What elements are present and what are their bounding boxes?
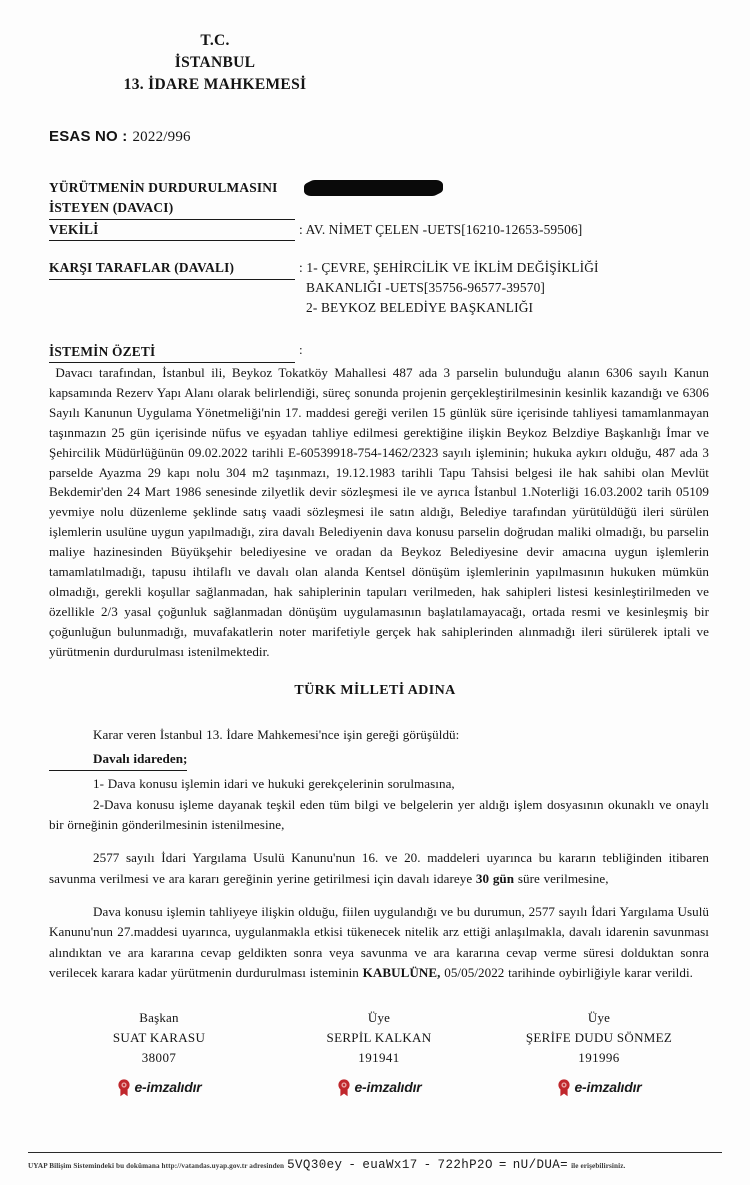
- signature-column-president: [49, 1008, 269, 1099]
- court-header-line-1: T.C.: [200, 32, 230, 49]
- summary-body: [49, 363, 709, 661]
- footer-divider: [28, 1152, 722, 1153]
- from-defendant-admin-heading: Davalı idareden;: [49, 749, 187, 770]
- e-signature-mark: [489, 1077, 709, 1099]
- case-number-label: ESAS NO :: [49, 128, 128, 145]
- summary-block: [49, 342, 709, 661]
- decision-item-2: 2-Dava konusu işleme dayanak teşkil eden tüm bilgi ve belgelerin yer aldığı işlem dosyasının okunaklı ve onaylı bir örneğinin gönderilmesinin istenilmesine,: [49, 796, 709, 833]
- signature-name: ŞERİFE DUDU SÖNMEZ: [525, 1030, 673, 1046]
- signature-name: SUAT KARASU: [112, 1030, 206, 1046]
- plaintiff-label: [49, 178, 295, 220]
- paragraph-2577-part-a: 2577 sayılı İdari Yargılama Usulü Kanunu'nun 16. ve 20. maddeleri uyarınca bu kararın tebliğinden itibaren savunma verilmesi ve ara kararı gereğinin yerine getirilmesi için davalı idareye: [49, 850, 709, 886]
- footer-prefix-text: UYAP Bilişim Sistemindeki bu dokümana http://vatandas.uyap.gov.tr adresinden: [28, 1162, 285, 1170]
- signature-id: 191996: [578, 1050, 620, 1066]
- attorney-label: VEKİLİ: [49, 220, 295, 241]
- verification-code-part-3: 722hP2O: [437, 1158, 493, 1172]
- court-header-line-3: 13. İDARE MAHKEMESİ: [123, 76, 307, 93]
- attorney-value: : AV. NİMET ÇELEN -UETS[16210-12653-59506]: [299, 221, 583, 237]
- footer-verification: [28, 1158, 728, 1172]
- verification-separator-3: =: [498, 1158, 507, 1172]
- decision-item-1: 1- Dava konusu işlemin idari ve hukuki gerekçelerinin sorulmasına,: [93, 775, 455, 791]
- paragraph-final-part-a: Dava konusu işlemin tahliyeye ilişkin olduğu, fiilen uygulandığı ve bu durumun, 2577 sayılı İdari Yargılama Usulü Kanunu'nun 27.maddesi uyarınca, uygulanmakla etkisi tükenecek nitelik arz ettiği anlaşılmakla, davalı idarenin savunması alındıktan ve ara kararına cevap geldikten sonra veya savunma ve ara kararına cevap verme süresi dolduktan sonra verilecek karara kadar yürütmenin durdurulması isteminin: [49, 903, 709, 980]
- summary-colon: :: [299, 342, 303, 357]
- attorney-row: [49, 220, 709, 241]
- signature-column-member-2: [489, 1008, 709, 1099]
- court-header-line-2: İSTANBUL: [174, 54, 256, 71]
- summary-label-row: [49, 342, 709, 363]
- seal-icon: [116, 1079, 132, 1097]
- deadline-30-days: 30 gün: [475, 870, 515, 886]
- decision-paragraph-2577: [49, 848, 709, 889]
- defendants-label: KARŞI TARAFLAR (DAVALI): [49, 258, 295, 279]
- decision-body: [49, 725, 709, 984]
- verification-separator-1: -: [348, 1158, 357, 1172]
- plaintiff-value: [299, 178, 441, 198]
- redaction-bar: [306, 181, 441, 195]
- signature-title: Üye: [587, 1010, 611, 1025]
- verification-separator-2: -: [423, 1158, 432, 1172]
- signature-title: Başkan: [139, 1010, 179, 1025]
- e-signature-text: e-imzalıdır: [354, 1079, 422, 1096]
- verification-code-part-1: 5VQ30ey: [287, 1158, 343, 1172]
- summary-text: Davacı tarafından, İstanbul ili, Beykoz Tokatköy Mahallesi 487 ada 3 parselin bulunduğu alanın 6306 sayılı Kanun kapsamında Rezerv Yapı Alanı olarak belirlendiği, süreç sonunda projenin gerçekleştirilmesinin kesinlik kazandığı ve 6306 Sayılı Kanunun Uygulama Yönetmeliği'nin 17. maddesi gereği verilen 15 günlük süre içerisinde tahliyesi tamamlanmayan taşınmazın 25 gün içerisinde nüfus ve eşyadan tahliye edilmesi gerektiğine ilişkin Beykoz Belzdiye Başkanlığı İmar ve Şehircilik Müdürlüğünün 09.02.2022 tarihli E-60539918-754-1462/2323 sayılı işleminin; hukuka aykırı olduğu, 487 ada 3 parselde Ayazma 29 kapı nolu 304 m2 taşınmazı, 19.12.1983 tarihli Tapu Tahsisi belgesi ile hak sahibi olan Mevlüt Bekdemir'den 24 Mart 1986 senesinde zilyetlik devir sözleşmesi ile ve ayrıca İstanbul 1.Noterliği 16.03.2002 tarih 05109 yevmiye nolu düzenleme şeklinde satış vaadi sözleşmesi ile satın aldığı, Belediye tarafından yürütüldüğü ileri sürülen işlemlerin usulüne uygun yapılmadığı, zira davalı Belediyenin dava konusu parselin doğrudan maliki olmadığı, bu parselin maliye hazinesinden Büyükşehir belediyesine ve oradan da Beykoz Belediyesine devir amacına uygun işlemlerin tamamlatılmadığı, tapusu ihtilaflı ve davalı olan alanda Kentsel dönüşüm işlemlerinin yapılmasının hukuken mümkün olmadığı, gerekli koşullar sağlanmadan, hak sahiplerinin tapuları verilmeden, hak sahipleri listesi kesinleştirilmeden ve özellikle 2/3 yasal çoğunluk sağlanmadan dönüşüm uygulamasının başlatılamayacağı, ortada resmi ve kesinleşmiş bir çoğunluğun bulunmadığı, muvafakatlerin noter marifetiyle gerçek hak sahiplerinden alınmadığı ileri sürülerek iptali ve yürütmenin durdurulması istenilmektedir.: [49, 365, 709, 659]
- signature-id: 38007: [141, 1050, 177, 1066]
- plaintiff-label-line-1: YÜRÜTMENİN DURDURULMASINI: [49, 180, 278, 195]
- signature-name: SERPİL KALKAN: [326, 1030, 432, 1046]
- decision-spacer-1: [49, 836, 709, 848]
- defendant-1: : 1- ÇEVRE, ŞEHİRCİLİK VE İKLİM DEĞİŞİKLİĞİ: [299, 260, 599, 276]
- seal-icon: [336, 1079, 352, 1097]
- paragraph-2577-part-b: süre verilmesine,: [514, 870, 609, 886]
- signature-block: [49, 1008, 709, 1099]
- seal-icon: [556, 1079, 572, 1097]
- plaintiff-row: [49, 178, 709, 220]
- parties-spacer: [49, 241, 709, 258]
- verification-code-part-2: euaWx17: [362, 1158, 418, 1172]
- summary-label: İSTEMİN ÖZETİ: [49, 342, 295, 363]
- signature-title: Üye: [367, 1010, 391, 1025]
- e-signature-text: e-imzalıdır: [134, 1079, 202, 1096]
- signature-id: 191941: [358, 1050, 400, 1066]
- in-the-name-of-turkish-nation-heading: TÜRK MİLLETİ ADINA: [294, 683, 456, 698]
- case-number-value: 2022/996: [132, 129, 191, 145]
- plaintiff-label-line-2: İSTEYEN (DAVACI): [49, 198, 295, 219]
- court-header: [0, 30, 430, 96]
- e-signature-mark: [269, 1077, 489, 1099]
- verification-code-part-4: nU/DUA=: [512, 1158, 569, 1172]
- defendant-2: 2- BEYKOZ BELEDİYE BAŞKANLIĞI: [306, 300, 534, 316]
- defendants-value: [299, 258, 599, 318]
- footer-suffix-text: ile erişebilirsiniz.: [571, 1162, 626, 1170]
- defendant-1-continuation: BAKANLIĞI -UETS[35756-96577-39570]: [306, 280, 546, 296]
- parties-block: [49, 178, 709, 318]
- decision-intro: Karar veren İstanbul 13. İdare Mahkemesi'nce işin gereği görüşüldü:: [93, 727, 460, 742]
- case-number-row: [49, 128, 191, 146]
- paragraph-final-part-b: 05/05/2022 tarihinde oybirliğiyle karar verildi.: [440, 964, 693, 980]
- e-signature-mark: [49, 1077, 269, 1099]
- decision-paragraph-final: [49, 902, 709, 983]
- decision-outcome-kabulune: KABULÜNE,: [362, 964, 441, 980]
- e-signature-text: e-imzalıdır: [574, 1079, 642, 1096]
- defendants-row: [49, 258, 709, 318]
- decision-spacer-2: [49, 890, 709, 902]
- signature-column-member-1: [269, 1008, 489, 1099]
